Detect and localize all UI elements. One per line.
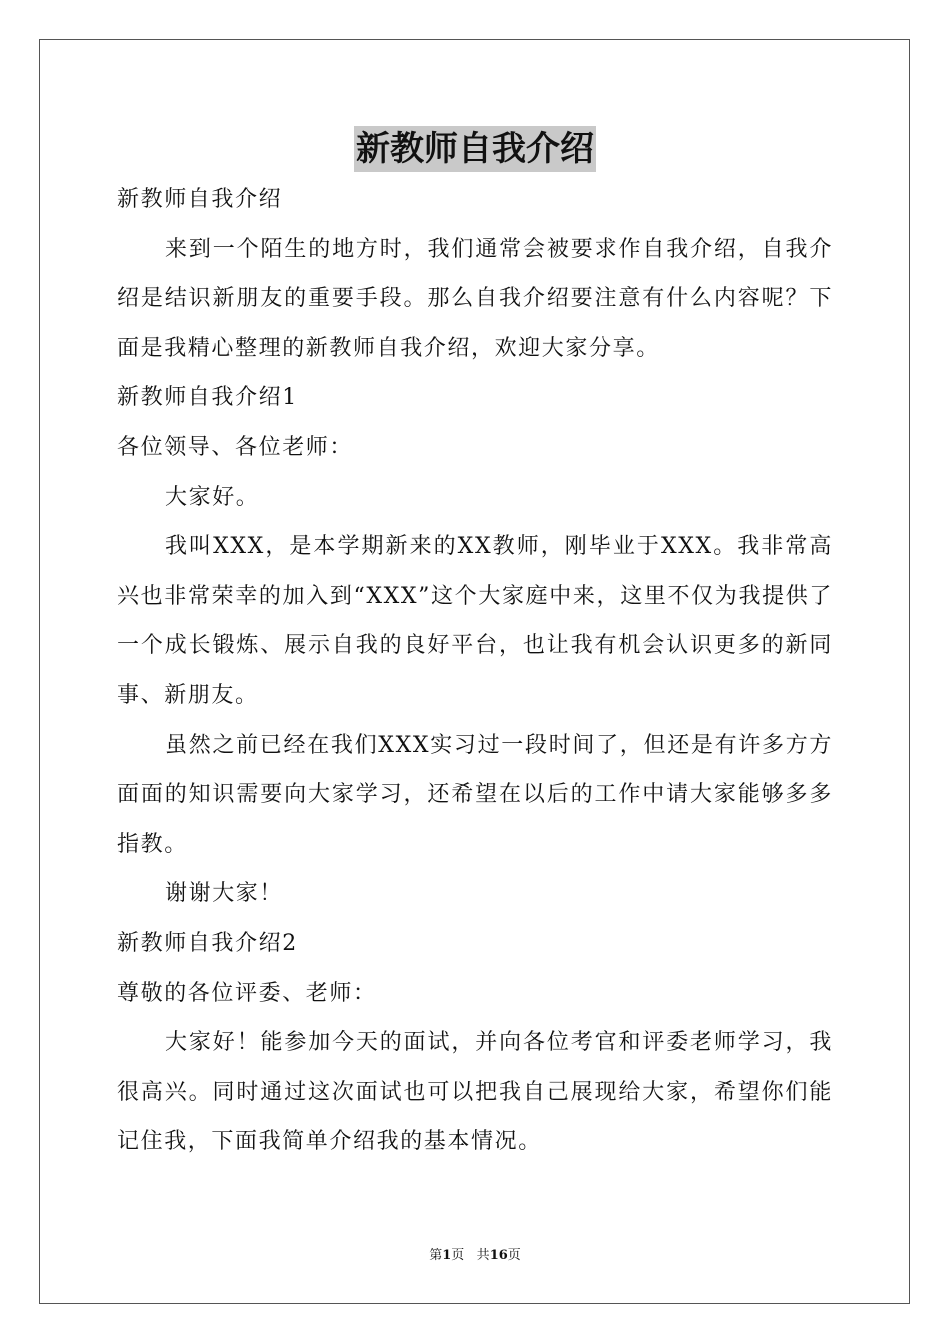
page-footer [0, 1246, 950, 1266]
paragraph: 来到一个陌生的地方时，我们通常会被要求作自我介绍，自我介绍是结识新朋友的重要手段。那么自我介绍要注意有什么内容呢？下面是我精心整理的新教师自我介绍，欢迎大家分享。 [117, 236, 833, 361]
paragraph: 谢谢大家！ [165, 881, 284, 907]
paragraph: 大家好！能参加今天的面试，并向各位考官和评委老师学习，我很高兴。同时通过这次面试也可以把我自己展现给大家，希望你们能记住我，下面我简单介绍我的基本情况。 [117, 1030, 833, 1155]
salutation: 各位领导、各位老师： [117, 434, 354, 460]
total-prefix: 共 [476, 1248, 490, 1263]
page-number: 1 [442, 1248, 452, 1263]
page-suffix: 页 [451, 1248, 465, 1263]
paragraph: 大家好。 [165, 484, 260, 510]
section-heading: 新教师自我介绍2 [117, 930, 298, 956]
title-container [0, 126, 950, 172]
salutation: 尊敬的各位评委、老师： [117, 980, 377, 1006]
paragraph: 我叫XXX，是本学期新来的XX教师，刚毕业于XXX。我非常高兴也非常荣幸的加入到“XXX”这个大家庭中来，这里不仅为我提供了一个成长锻炼、展示自我的良好平台，也让我有机会认识更多的新同事、新朋友。 [117, 534, 833, 708]
total-suffix: 页 [507, 1248, 521, 1263]
paragraph: 新教师自我介绍 [117, 187, 283, 212]
page-prefix: 第 [429, 1248, 443, 1263]
section-heading: 新教师自我介绍1 [117, 385, 298, 411]
document-title: 新教师自我介绍 [354, 126, 596, 172]
total-pages: 16 [489, 1248, 508, 1263]
document-body [117, 175, 833, 1167]
paragraph: 虽然之前已经在我们XXX实习过一段时间了，但还是有许多方方面面的知识需要向大家学习，还希望在以后的工作中请大家能够多多指教。 [117, 732, 833, 857]
